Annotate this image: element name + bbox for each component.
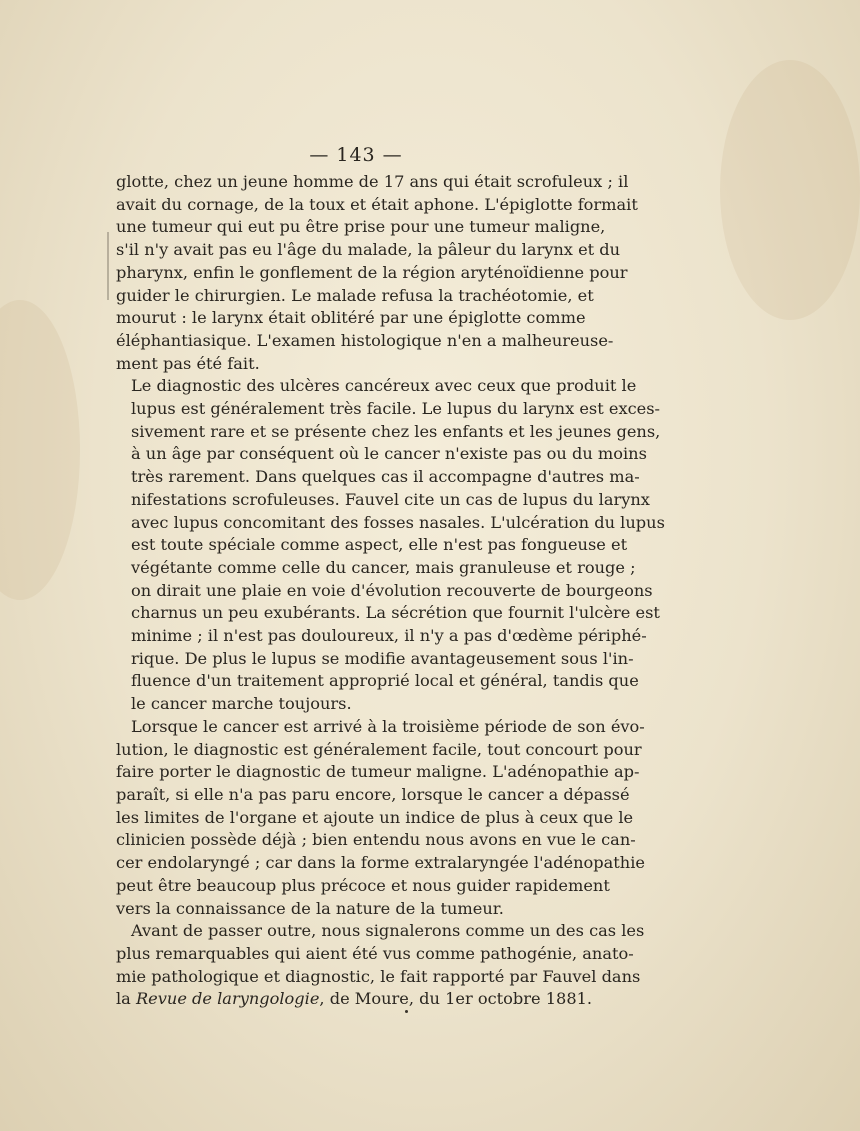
paragraph-4 <box>116 920 645 1011</box>
text-line: charnus un peu exubérants. La sécrétion que fournit l'ulcère est <box>131 603 660 623</box>
paper-stain <box>720 60 860 320</box>
text-line: Avant de passer outre, nous signalerons comme un des cas les <box>131 921 645 941</box>
text-line: on dirait une plaie en voie d'évolution recouverte de bourgeons <box>131 580 653 600</box>
text-line: pharynx, enfin le gonflement de la région aryténoïdienne pour <box>116 262 628 282</box>
paragraph-3 <box>116 716 645 920</box>
ink-dot <box>405 1010 408 1013</box>
body-text <box>116 171 665 1011</box>
text-line: nifestations scrofuleuses. Fauvel cite un cas de lupus du larynx <box>131 489 650 509</box>
text-line: ment pas été fait. <box>116 353 260 373</box>
text-line: peut être beaucoup plus précoce et nous guider rapidement <box>116 875 610 895</box>
text-line: sivement rare et se présente chez les enfants et les jeunes gens, <box>131 421 661 441</box>
text-line: avait du cornage, de la toux et était aphone. L'épiglotte formait <box>116 194 638 214</box>
text-line: le cancer marche toujours. <box>131 694 352 714</box>
text-line: clinicien possède déjà ; bien entendu nous avons en vue le can- <box>116 830 636 850</box>
paper-stain <box>0 300 80 600</box>
text-line: minime ; il n'est pas douloureux, il n'y a pas d'œdème périphé- <box>131 626 647 646</box>
text-line: mourut : le larynx était oblitéré par une épiglotte comme <box>116 308 586 328</box>
text-line: est toute spéciale comme aspect, elle n'est pas fongueuse et <box>131 535 628 555</box>
text-line: rique. De plus le lupus se modifie avantageusement sous l'in- <box>131 648 634 668</box>
text-line: mie pathologique et diagnostic, le fait rapporté par Fauvel dans <box>116 966 641 986</box>
text-line: très rarement. Dans quelques cas il accompagne d'autres ma- <box>131 467 640 487</box>
text-line: s'il n'y avait pas eu l'âge du malade, la pâleur du larynx et du <box>116 240 621 260</box>
journal-title: Revue de laryngologie <box>135 989 320 1009</box>
text-line: avec lupus concomitant des fosses nasales. L'ulcération du lupus <box>131 512 665 532</box>
paragraph-1 <box>116 171 638 375</box>
text-line: une tumeur qui eut pu être prise pour une tumeur maligne, <box>116 217 606 237</box>
text-line: glotte, chez un jeune homme de 17 ans qui était scrofuleux ; il <box>116 172 629 191</box>
text-line: vers la connaissance de la nature de la tumeur. <box>116 898 504 918</box>
text-line: Le diagnostic des ulcères cancéreux avec ceux que produit le <box>131 376 637 396</box>
text-line: Lorsque le cancer est arrivé à la troisième période de son évo- <box>131 716 645 736</box>
text-line-last <box>116 988 593 1011</box>
text-line: les limites de l'organe et ajoute un indice de plus à ceux que le <box>116 807 634 827</box>
margin-pencil-mark <box>107 232 113 300</box>
text-line: paraît, si elle n'a pas paru encore, lorsque le cancer a dépassé <box>116 784 630 804</box>
text-segment: , de Moure, du 1er octobre 1881. <box>319 989 593 1009</box>
text-line: lution, le diagnostic est généralement facile, tout concourt pour <box>116 739 642 759</box>
paragraph-2 <box>116 375 665 716</box>
text-line: plus remarquables qui aient été vus comme pathogénie, anato- <box>116 943 634 963</box>
text-line: fluence d'un traitement approprié local et général, tandis que <box>131 671 639 691</box>
text-line: végétante comme celle du cancer, mais granuleuse et rouge ; <box>131 557 636 577</box>
text-line: cer endolaryngé ; car dans la forme extralaryngée l'adénopathie <box>116 853 645 873</box>
text-line: à un âge par conséquent où le cancer n'existe pas ou du moins <box>131 444 647 464</box>
text-line: guider le chirurgien. Le malade refusa la trachéotomie, et <box>116 285 594 305</box>
text-line: éléphantiasique. L'examen histologique n'en a malheureuse- <box>116 330 614 350</box>
text-line: faire porter le diagnostic de tumeur maligne. L'adénopathie ap- <box>116 762 640 782</box>
page-number: — 143 — <box>309 144 403 166</box>
text-line: lupus est généralement très facile. Le lupus du larynx est exces- <box>131 399 661 419</box>
text-segment: la <box>116 989 136 1009</box>
